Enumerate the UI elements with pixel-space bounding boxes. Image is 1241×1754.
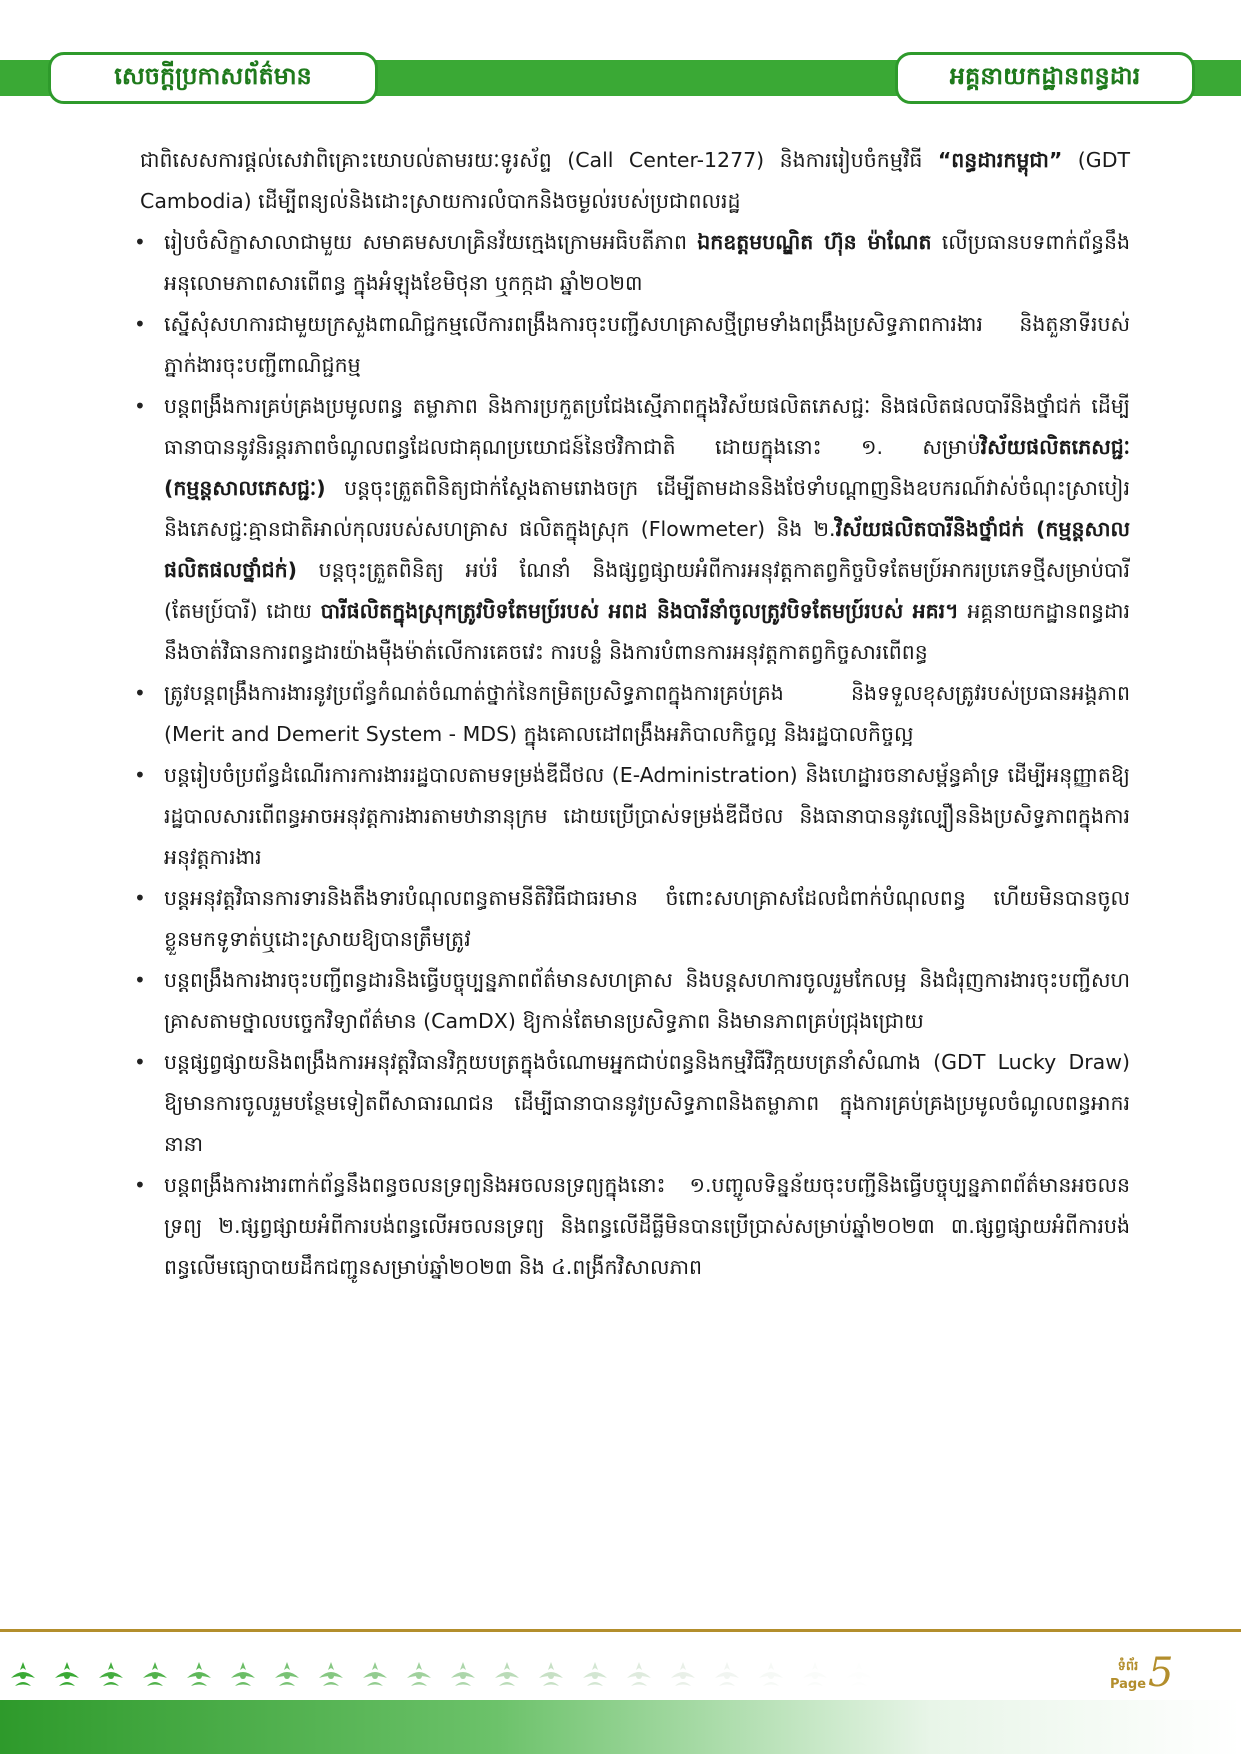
ornament-icon <box>620 1656 658 1696</box>
header-title-right: អគ្គនាយកដ្ឋានពន្ធដារ <box>895 52 1195 104</box>
ornament-icon <box>48 1656 86 1696</box>
footer-divider <box>0 1629 1241 1632</box>
ornament-icon <box>136 1656 174 1696</box>
list-item: • បន្តពង្រឹងការងារចុះបញ្ជីពន្ធដារនិងធ្វើបច្ចុប្បន្នភាពព័ត៌មានសហគ្រាស និងបន្តសហការចូលរួមកែលម្អ និងជំរុញការងារចុះបញ្ជីសហគ្រាសតាមថ្នាលបច្ចេកវិទ្យាព័ត៌មាន (CamDX) ឱ្យកាន់តែមានប្រសិទ្ធភាព និងមានភាពគ្រប់ជ្រុងជ្រោយ <box>140 960 1130 1042</box>
ornament-icon <box>268 1656 306 1696</box>
footer-ornament-row <box>0 1650 1060 1702</box>
ornament-icon <box>224 1656 262 1696</box>
ornament-icon <box>312 1656 350 1696</box>
ornament-icon <box>840 1656 878 1696</box>
ornament-icon <box>356 1656 394 1696</box>
page-label: ទំព័រ Page <box>1109 1659 1147 1692</box>
header-title-left: សេចក្តីប្រកាសព័ត៌មាន <box>48 52 378 104</box>
ornament-icon <box>180 1656 218 1696</box>
list-item: • បន្តផ្សព្វផ្សាយនិងពង្រឹងការអនុវត្តវិធានវិក្កយបត្រក្នុងចំណោមអ្នកជាប់ពន្ធនិងកម្មវិធីវិក្កយបត្រនាំសំណាង (GDT Lucky Draw) ឱ្យមានការចូលរួមបន្ថែមទៀតពីសាធារណជន ដើម្បីធានាបាននូវប្រសិទ្ធភាពនិងតម្លាភាព ក្នុងការគ្រប់គ្រងប្រមូលចំណូលពន្ធអាករនានា <box>140 1042 1130 1165</box>
ornament-icon <box>92 1656 130 1696</box>
list-item: • ស្នើសុំសហការជាមួយក្រសួងពាណិជ្ជកម្មលើការពង្រឹងការចុះបញ្ជីសហគ្រាសថ្មីព្រមទាំងពង្រឹងប្រសិទ្ធភាពការងារ និងតួនាទីរបស់ភ្នាក់ងារចុះបញ្ជីពាណិជ្ជកម្ម <box>140 304 1130 386</box>
ornament-icon <box>532 1656 570 1696</box>
list-item: • រៀបចំសិក្ខាសាលាជាមួយ សមាគមសហគ្រិនវ័យក្មេងក្រោមអធិបតីភាព ឯកឧត្តមបណ្ឌិត ហ៊ុន ម៉ាណែត លើប្រធានបទពាក់ព័ន្ធនឹងអនុលោមភាពសារពើពន្ធ ក្នុងអំឡុងខែមិថុនា ឬកក្កដា ឆ្នាំ២០២៣ <box>140 222 1130 304</box>
intro-paragraph: ជាពិសេសការផ្តល់សេវាពិគ្រោះយោបល់តាមរយៈទូរស័ព្ទ (Call Center-1277) និងការរៀបចំកម្មវិធី “ពន្ធដារកម្ពុជា” (GDT Cambodia) ដើម្បីពន្យល់និងដោះស្រាយការលំបាកនិងចម្ងល់របស់ប្រជាពលរដ្ឋ <box>140 148 1130 213</box>
ornament-icon <box>796 1656 834 1696</box>
list-item: • បន្តរៀបចំប្រព័ន្ធដំណើរការការងាររដ្ឋបាលតាមទម្រង់ឌីជីថល (E-Administration) និងហេដ្ឋារចនាសម្ព័ន្ធគាំទ្រ ដើម្បីអនុញ្ញាតឱ្យរដ្ឋបាលសារពើពន្ធអាចអនុវត្តការងារតាមឋានានុក្រម ដោយប្រើប្រាស់ទម្រង់ឌីជីថល និងធានាបាននូវល្បឿននិងប្រសិទ្ធភាពក្នុងការអនុវត្តការងារ <box>140 755 1130 878</box>
page-number: 5 <box>1148 1650 1174 1696</box>
footer-band <box>0 1700 1241 1754</box>
list-item: • បន្តអនុវត្តវិធានការទារនិងតឹងទារបំណុលពន្ធតាមនីតិវិធីជាធរមាន ចំពោះសហគ្រាសដែលជំពាក់បំណុលពន្ធ ហើយមិនបានចូលខ្លួនមកទូទាត់ឬដោះស្រាយឱ្យបានត្រឹមត្រូវ <box>140 878 1130 960</box>
ornament-icon <box>664 1656 702 1696</box>
ornament-icon <box>576 1656 614 1696</box>
ornament-icon <box>4 1656 42 1696</box>
ornament-icon <box>708 1656 746 1696</box>
ornament-icon <box>444 1656 482 1696</box>
list-item: • បន្តពង្រឹងការគ្រប់គ្រងប្រមូលពន្ធ តម្លាភាព និងការប្រកួតប្រជែងស្មើភាពក្នុងវិស័យផលិតភេសជ្ជៈ និងផលិតផលបារីនិងថ្នាំជក់ ដើម្បីធានាបាននូវនិរន្តរភាពចំណូលពន្ធដែលជាគុណប្រយោជន៍នៃថវិកាជាតិ ដោយក្នុងនោះ ១. សម្រាប់វិស័យផលិតភេសជ្ជៈ (កម្មន្តសាលភេសជ្ជៈ) បន្តចុះត្រួតពិនិត្យជាក់ស្តែងតាមរោងចក្រ ដើម្បីតាមដាននិងថែទាំបណ្តាញនិងឧបករណ៍វាស់ចំណុះស្រាបៀរ និងភេសជ្ជៈគ្មានជាតិអាល់កុលរបស់សហគ្រាស ផលិតក្នុងស្រុក (Flowmeter) និង ២.វិស័យផលិតបារីនិងថ្នាំជក់ (កម្មន្តសាលផលិតផលថ្នាំជក់) បន្តចុះត្រួតពិនិត្យ អប់រំ ណែនាំ និងផ្សព្វផ្សាយអំពីការអនុវត្តកាតព្វកិច្ចបិទតែមប្រ៍អាករប្រភេទថ្មីសម្រាប់បារី (តែមប្រ៍បារី) ដោយ បារីផលិតក្នុងស្រុកត្រូវបិទតែមប្រ៍របស់ អពដ និងបារីនាំចូលត្រូវបិទតែមប្រ៍របស់ អគរ។ អគ្គនាយកដ្ឋានពន្ធដារនឹងចាត់វិធានការពន្ធដារយ៉ាងម៉ឺងម៉ាត់លើការគេចវេះ ការបន្លំ និងការបំពានការអនុវត្តកាតព្វកិច្ចសារពើពន្ធ <box>140 386 1130 673</box>
ornament-icon <box>400 1656 438 1696</box>
ornament-icon <box>752 1656 790 1696</box>
list-item: • ត្រូវបន្តពង្រឹងការងារនូវប្រព័ន្ធកំណត់ចំណាត់ថ្នាក់នៃកម្រិតប្រសិទ្ធភាពក្នុងការគ្រប់គ្រង និងទទួលខុសត្រូវរបស់ប្រធានអង្គភាព (Merit and Demerit System - MDS) ក្នុងគោលដៅពង្រឹងអភិបាលកិច្ចល្អ និងរដ្ឋបាលកិច្ចល្អ <box>140 673 1130 755</box>
list-item: • បន្តពង្រឹងការងារពាក់ព័ន្ធនឹងពន្ធចលនទ្រព្យនិងអចលនទ្រព្យក្នុងនោះ ១.បញ្ចូលទិន្នន័យចុះបញ្ជីនិងធ្វើបច្ចុប្បន្នភាពព័ត៌មានអចលនទ្រព្យ ២.ផ្សព្វផ្សាយអំពីការបង់ពន្ធលើអចលនទ្រព្យ និងពន្ធលើដីធ្លីមិនបានប្រើប្រាស់សម្រាប់ឆ្នាំ២០២៣ ៣.ផ្សព្វផ្សាយអំពីការបង់ពន្ធលើមធ្យោបាយដឹកជញ្ជូនសម្រាប់ឆ្នាំ២០២៣ និង ៤.ពង្រីកវិសាលភាព <box>140 1165 1130 1288</box>
document-body <box>140 140 1130 1288</box>
ornament-icon <box>488 1656 526 1696</box>
